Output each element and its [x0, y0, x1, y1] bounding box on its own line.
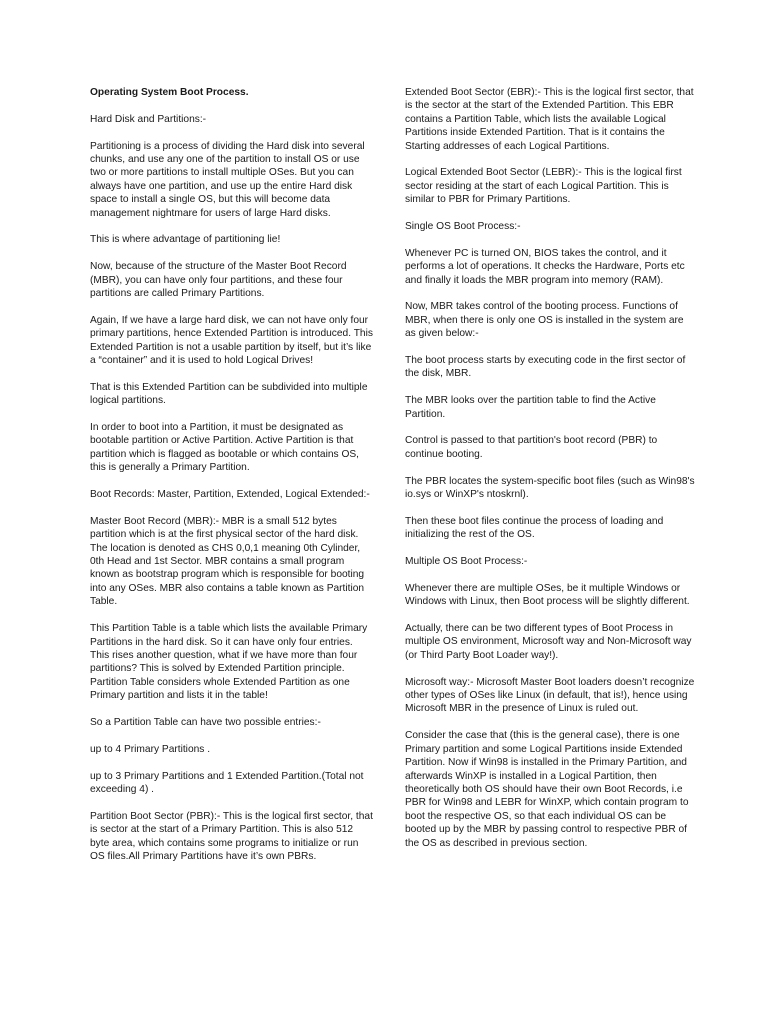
paragraph: Whenever PC is turned ON, BIOS takes the control, and it performs a lot of operations. It checks the Hardware, Ports etc and finally it loads the MBR program into memory (RAM). [405, 247, 685, 286]
right-column [405, 86, 697, 863]
paragraph: The boot process starts by executing code in the first sector of the disk, MBR. [405, 355, 686, 380]
paragraph: Now, MBR takes control of the booting process. Functions of MBR, when there is only one OS is installed in the system are as given below:- [405, 301, 684, 340]
paragraph: Control is passed to that partition's boot record (PBR) to continue booting. [405, 435, 658, 460]
paragraph: Extended Boot Sector (EBR):- This is the logical first sector, that is the sector at the start of the Extended Partition. This EBR contains a Partition Table, which lists the available Logical Partitions inside Extended Partition. That is it contains the Starting addresses of each Logical Partitions. [405, 87, 694, 152]
paragraph: Again, If we have a large hard disk, we can not have only four primary partitions, hence Extended Partition is introduced. This Extended Partition is not a usable partition by itself, but it’s like a “container” and it is used to hold Logical Drives! [90, 314, 373, 367]
left-column [90, 86, 374, 877]
paragraph: That is this Extended Partition can be subdivided into multiple logical partitions. [90, 381, 368, 407]
paragraph: Whenever there are multiple OSes, be it multiple Windows or Windows with Linux, then Boot process will be slightly different. [405, 582, 690, 608]
paragraph: Hard Disk and Partitions:- [90, 113, 207, 125]
paragraph: Then these boot files continue the process of loading and initializing the rest of the OS. [405, 515, 664, 541]
paragraph: In order to boot into a Partition, it must be designated as bootable partition or Active Partition. Active Partition is that partition which is flagged as bootable or which contains OS, this is generally a Primary Partition. [90, 422, 359, 474]
paragraph: Microsoft way:- Microsoft Master Boot loaders doesn’t recognize other types of OSes like Linux (in default, that is!), hence using Microsoft MBR in the presence of Linux is ruled out. [405, 676, 695, 715]
paragraph: Partition Boot Sector (PBR):- This is the logical first sector, that is sector at the start of a Primary Partition. This is also 512 byte area, which contains some programs to initialize or run OS files.All Primary Partitions have it’s own PBRs. [90, 810, 373, 862]
paragraph: Actually, there can be two different types of Boot Process in multiple OS environment, Microsoft way and Non-Microsoft way (or Third Party Boot Loader way!). [405, 623, 692, 661]
paragraph: up to 3 Primary Partitions and 1 Extended Partition.(Total not exceeding 4) . [90, 770, 364, 795]
paragraph: Multiple OS Boot Process:- [405, 556, 528, 568]
paragraph: Single OS Boot Process:- [405, 221, 521, 233]
paragraph: Now, because of the structure of the Master Boot Record (MBR), you can have only four partitions, and these four partitions are called Primary Partitions. [90, 261, 347, 300]
paragraph: So a Partition Table can have two possible entries:- [90, 716, 321, 728]
paragraph: Master Boot Record (MBR):- MBR is a small 512 bytes partition which is at the first physical sector of the hard disk. The location is denoted as CHS 0,0,1 meaning 0th Cylinder, 0th Head and 1st Sector. MBR contains a small program known as bootstrap program which is responsible for booting into any OSes. MBR also contains a table known as Partition Table. [90, 515, 365, 608]
paragraph: The MBR looks over the partition table to find the Active Partition. [405, 395, 656, 420]
paragraph: Boot Records: Master, Partition, Extended, Logical Extended:- [90, 489, 370, 501]
paragraph: The PBR locates the system-specific boot files (such as Win98's io.sys or WinXP's ntoskrnl). [405, 475, 695, 501]
paragraph: Logical Extended Boot Sector (LEBR):- This is the logical first sector residing at the start of each Logical Partition. This is similar to PBR for Primary Partitions. [405, 167, 682, 206]
paragraph: Partitioning is a process of dividing the Hard disk into several chunks, and use any one of the partition to install OS or use two or more partitions to install multiple OSes. But you can always have one partition, and use up the entire Hard disk space to install a single OS, but this will become data management nightmare for users of large Hard disks. [90, 140, 365, 219]
paragraph: up to 4 Primary Partitions . [90, 743, 211, 755]
paragraph: This is where advantage of partitioning lie! [90, 234, 281, 246]
document-title: Operating System Boot Process. [90, 87, 249, 98]
paragraph: Consider the case that (this is the general case), there is one Primary partition and some Logical Partitions inside Extended Partition. Now if Win98 is installed in the Primary Partition, and afterwards WinXP is installed in a Logical Partition, then theoretically both OS should have their own Boot Records, i.e PBR for Win98 and LEBR for WinXP, which contain program to boot the respective OS, so that each individual OS can be booted up by the MBR by passing control to respective PBR of the OS as described in previous section. [405, 730, 689, 849]
paragraph: This Partition Table is a table which lists the available Primary Partitions in the hard disk. So it can have only four entries. This rises another question, what if we have more than four partitions? This is solved by Extended Partition principle. Partition Table considers whole Extended Partition as one Primary partition and lists it in the table! [90, 623, 368, 702]
